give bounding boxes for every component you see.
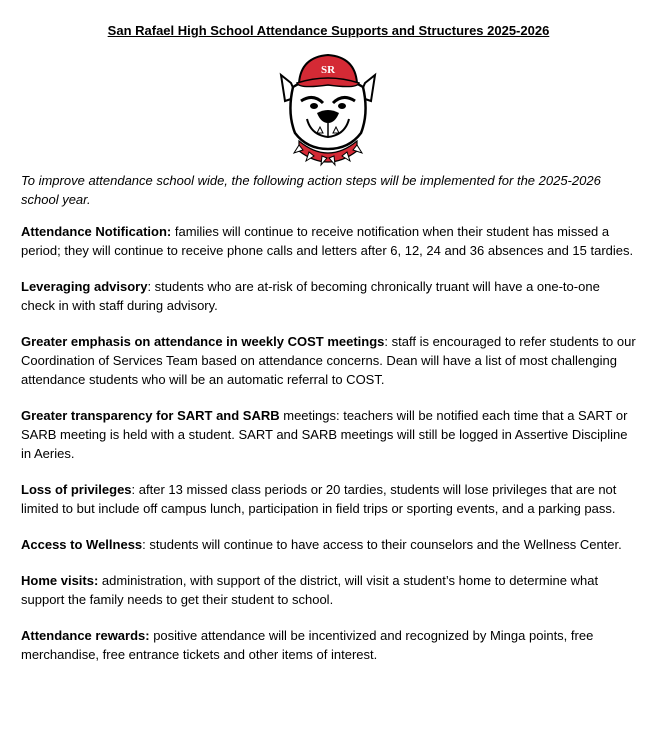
section-cost-meetings (21, 332, 636, 389)
section-body: meetings: teachers will be notified each time that a SART or SARB meeting is held with a student. SART and SARB meetings will still be logged in Assertive Discipline in Aeries. (21, 408, 628, 461)
section-heading: Leveraging advisory (21, 279, 148, 294)
section-heading: Greater emphasis on attendance in weekly COST meetings (21, 334, 385, 349)
section-body: positive attendance will be incentivized and recognized by Minga points, free merchandise, free entrance tickets and other items of interest. (21, 628, 594, 662)
section-body: : students will continue to have access to their counselors and the Wellness Center. (142, 537, 622, 552)
bulldog-mascot-icon (277, 53, 379, 167)
section-loss-of-privileges (21, 480, 636, 518)
section-leveraging-advisory (21, 277, 636, 315)
section-home-visits (21, 571, 636, 609)
section-body: : after 13 missed class periods or 20 tardies, students will lose privileges that are not limited to but include off campus lunch, participation in field trips or sporting events, and a parking pass. (21, 482, 617, 516)
section-sart-sarb (21, 406, 636, 463)
section-attendance-notification (21, 222, 636, 260)
logo-cap-text: SR (320, 64, 336, 76)
action-steps (21, 222, 636, 681)
section-access-to-wellness (21, 535, 636, 554)
section-heading: Access to Wellness (21, 537, 143, 552)
section-heading: Attendance Notification: (21, 224, 172, 239)
document-title: San Rafael High School Attendance Supports and Structures 2025-2026 (107, 23, 550, 38)
section-body: : students who are at-risk of becoming chronically truant will have a one-to-one check in with staff during advisory. (21, 279, 600, 313)
intro-paragraph: To improve attendance school wide, the following action steps will be implemented for the 2025-2026 school year. (21, 173, 601, 207)
section-body: : staff is encouraged to refer students to our Coordination of Services Team based on attendance concerns. Dean will have a list of most challenging attendance students who will be an automatic referral to COST. (21, 334, 636, 387)
section-body: administration, with support of the district, will visit a student’s home to determine what support the family needs to get their student to school. (21, 573, 599, 607)
section-attendance-rewards (21, 626, 636, 664)
section-heading: Greater transparency for SART and SARB (21, 408, 280, 423)
section-body: families will continue to receive notification when their student has missed a period; they will continue to receive phone calls and letters after 6, 12, 24 and 36 absences and 15 tardies. (21, 224, 634, 258)
section-heading: Attendance rewards: (21, 628, 150, 643)
section-heading: Home visits: (21, 573, 99, 588)
section-heading: Loss of privileges (21, 482, 132, 497)
